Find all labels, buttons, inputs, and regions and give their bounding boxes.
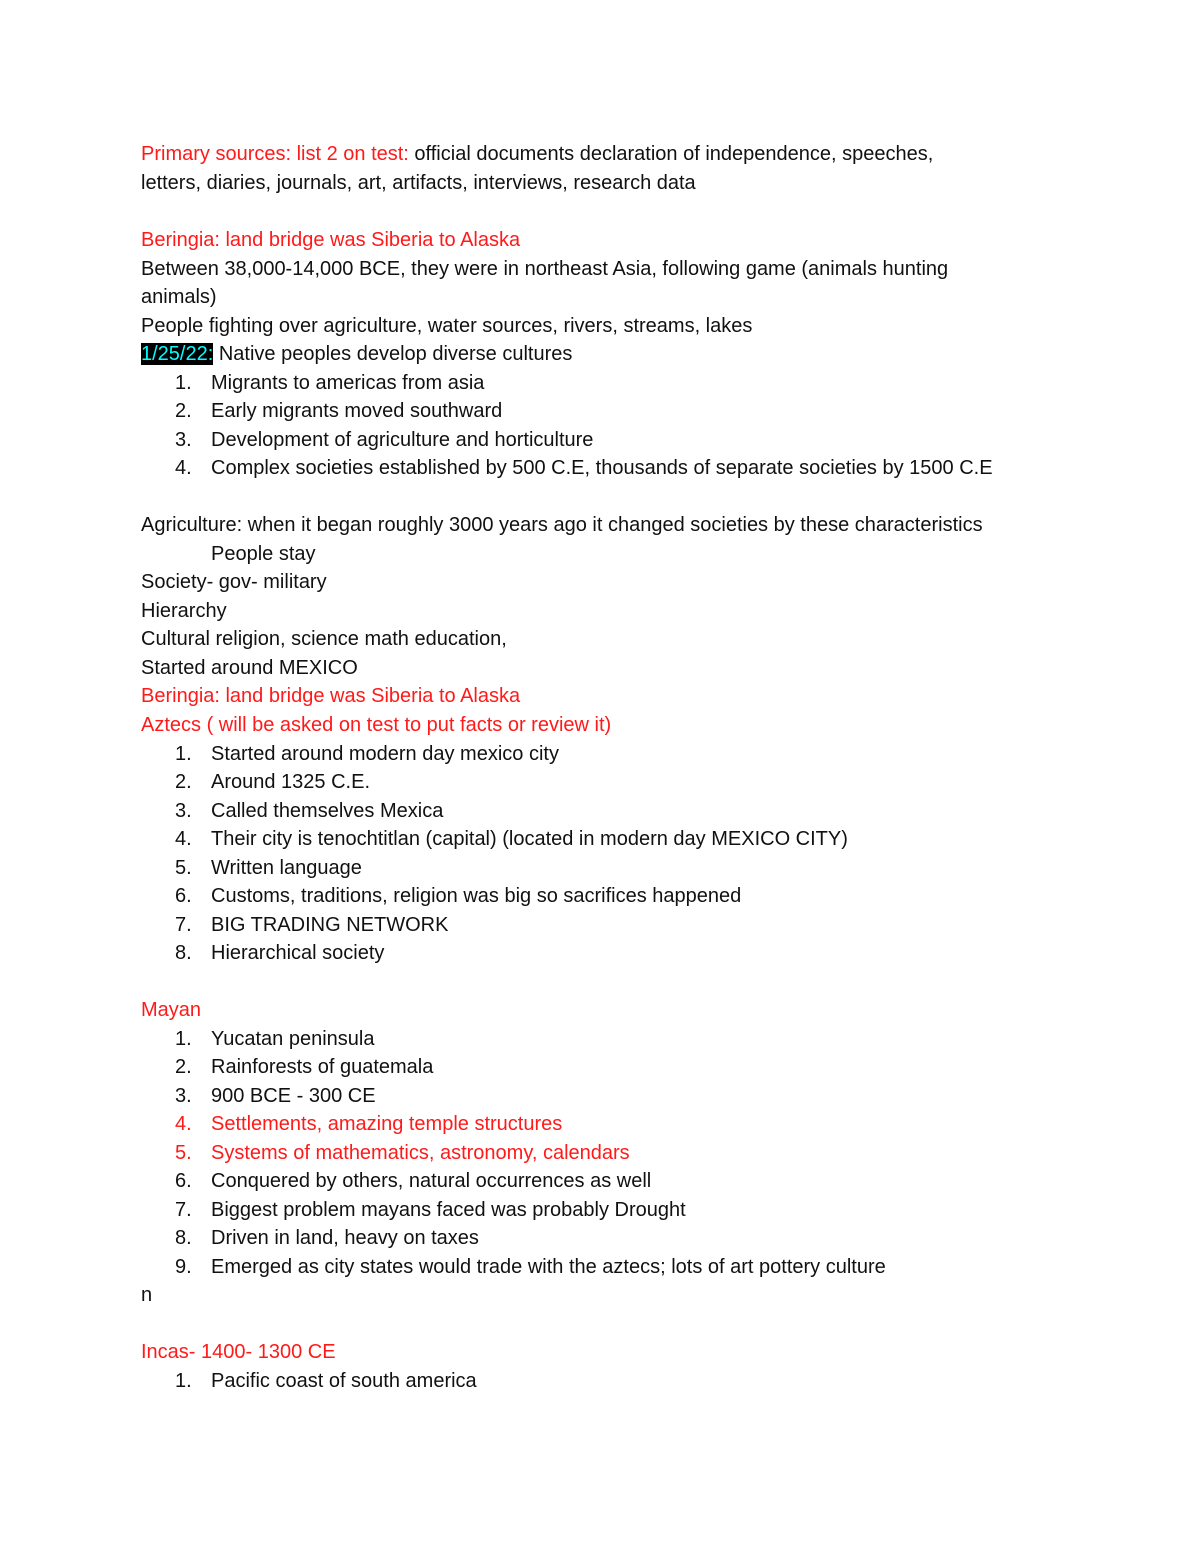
incas-heading: Incas- 1400- 1300 CE [141, 1341, 336, 1363]
list-text: Their city is tenochtitlan (capital) (located in modern day MEXICO CITY) [211, 828, 848, 850]
list-number: 9. [175, 1256, 192, 1278]
agriculture-line: Started around MEXICO [141, 657, 358, 679]
date-line [141, 342, 572, 366]
list-text: Development of agriculture and horticulture [211, 429, 594, 451]
list-number: 3. [175, 429, 192, 451]
list-text: Pacific coast of south america [211, 1370, 477, 1392]
list-number: 3. [175, 1085, 192, 1107]
agriculture-line: Hierarchy [141, 600, 227, 622]
list-number: 2. [175, 1056, 192, 1078]
aztecs-heading: Aztecs ( will be asked on test to put facts or review it) [141, 714, 612, 736]
list-text: Yucatan peninsula [211, 1028, 375, 1050]
list-text: Written language [211, 857, 362, 879]
list-number: 4. [175, 1113, 192, 1135]
list-number: 2. [175, 400, 192, 422]
list-text: BIG TRADING NETWORK [211, 914, 449, 936]
list-number: 8. [175, 1227, 192, 1249]
list-number: 6. [175, 885, 192, 907]
list-number: 1. [175, 1028, 192, 1050]
list-text: Migrants to americas from asia [211, 372, 485, 394]
list-number: 1. [175, 372, 192, 394]
list-text: Rainforests of guatemala [211, 1056, 434, 1078]
list-number: 4. [175, 457, 192, 479]
agriculture-line: Agriculture: when it began roughly 3000 years ago it changed societies by these characteristics [141, 514, 983, 536]
list-number: 5. [175, 857, 192, 879]
agriculture-line: People stay [211, 543, 316, 565]
list-number: 5. [175, 1142, 192, 1164]
list-number: 6. [175, 1170, 192, 1192]
list-number: 8. [175, 942, 192, 964]
list-number: 7. [175, 914, 192, 936]
date-line-text: Native peoples develop diverse cultures [213, 343, 573, 365]
list-number: 7. [175, 1199, 192, 1221]
list-text: Conquered by others, natural occurrences as well [211, 1170, 652, 1192]
list-text: Emerged as city states would trade with the aztecs; lots of art pottery culture [211, 1256, 886, 1278]
list-number: 1. [175, 743, 192, 765]
list-text: Early migrants moved southward [211, 400, 503, 422]
list-text: Complex societies established by 500 C.E, thousands of separate societies by 1500 C.E [211, 457, 993, 479]
beringia-line: animals) [141, 286, 217, 308]
stray-character: n [141, 1284, 153, 1306]
list-text: Biggest problem mayans faced was probably Drought [211, 1199, 686, 1221]
agriculture-line: Society- gov- military [141, 571, 327, 593]
agriculture-line: Cultural religion, science math education, [141, 628, 507, 650]
primary-sources-continued: letters, diaries, journals, art, artifacts, interviews, research data [141, 172, 696, 194]
list-text: 900 BCE - 300 CE [211, 1085, 376, 1107]
primary-sources-line [141, 142, 933, 166]
beringia-heading-repeat: Beringia: land bridge was Siberia to Alaska [141, 685, 521, 707]
beringia-line: Between 38,000-14,000 BCE, they were in northeast Asia, following game (animals hunting [141, 258, 949, 280]
list-number: 3. [175, 800, 192, 822]
list-number: 4. [175, 828, 192, 850]
list-text: Hierarchical society [211, 942, 385, 964]
beringia-heading: Beringia: land bridge was Siberia to Alaska [141, 229, 521, 251]
beringia-line: People fighting over agriculture, water sources, rivers, streams, lakes [141, 315, 753, 337]
list-number: 1. [175, 1370, 192, 1392]
list-text: Around 1325 C.E. [211, 771, 370, 793]
primary-sources-text: official documents declaration of independence, speeches, [408, 143, 934, 165]
list-text: Driven in land, heavy on taxes [211, 1227, 479, 1249]
list-text: Called themselves Mexica [211, 800, 444, 822]
list-text: Started around modern day mexico city [211, 743, 559, 765]
list-text: Customs, traditions, religion was big so sacrifices happened [211, 885, 742, 907]
date-highlight: 1/25/22: [141, 343, 214, 365]
primary-sources-label: Primary sources: list 2 on test: [141, 143, 409, 165]
list-text: Systems of mathematics, astronomy, calendars [211, 1142, 630, 1164]
list-text: Settlements, amazing temple structures [211, 1113, 563, 1135]
list-number: 2. [175, 771, 192, 793]
mayan-heading: Mayan [141, 999, 202, 1021]
